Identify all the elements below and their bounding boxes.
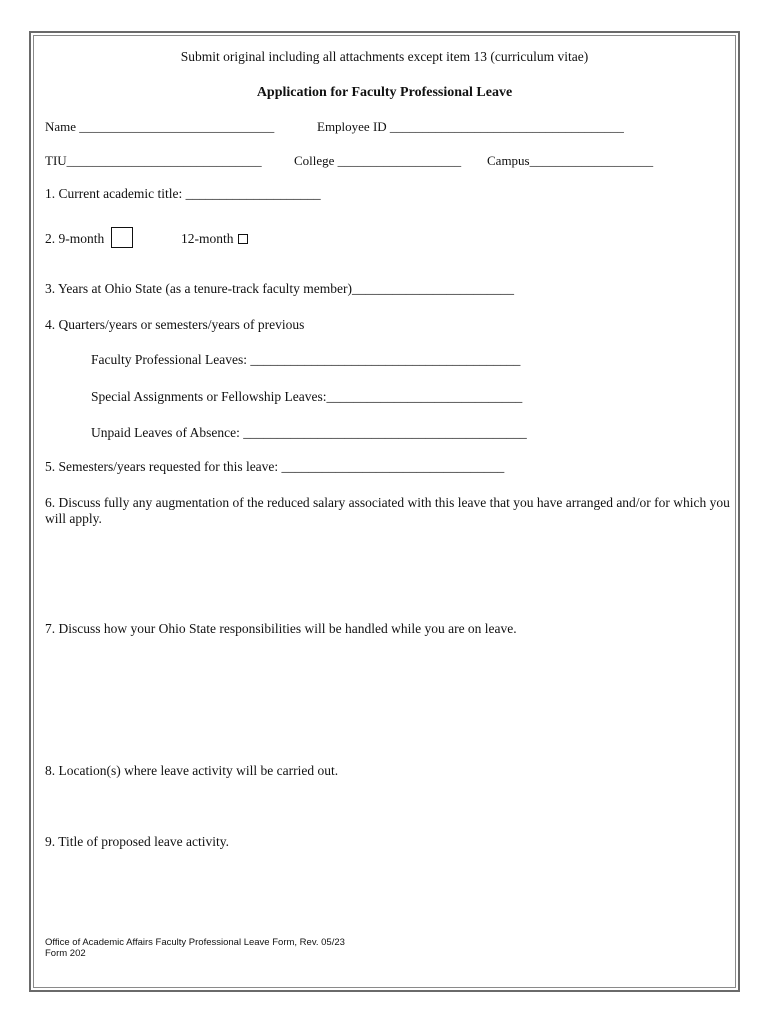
leave-activity-title-question: 9. Title of proposed leave activity. xyxy=(45,834,229,849)
faculty-leaves-field[interactable]: Faculty Professional Leaves: ________________________________________ xyxy=(91,352,521,367)
college-field[interactable]: College ___________________ xyxy=(294,153,462,168)
twelve-month-option[interactable] xyxy=(181,231,248,247)
twelve-month-checkbox[interactable] xyxy=(238,234,248,244)
twelve-month-label: 12-month xyxy=(181,231,234,246)
nine-month-checkbox[interactable] xyxy=(111,227,133,248)
campus-field[interactable]: Campus___________________ xyxy=(487,153,654,168)
semesters-requested-field[interactable]: 5. Semesters/years requested for this leave: _________________________________ xyxy=(45,459,505,474)
employee-id-field[interactable]: Employee ID ____________________________________ xyxy=(317,119,624,134)
tiu-field[interactable]: TIU______________________________ xyxy=(45,153,262,168)
previous-leaves-heading: 4. Quarters/years or semesters/years of previous xyxy=(45,317,305,332)
salary-augmentation-question: 6. Discuss fully any augmentation of the reduced salary associated with this leave that you have arranged and/or for which you will apply. xyxy=(45,495,730,526)
responsibilities-question: 7. Discuss how your Ohio State responsibilities will be handled while you are on leave. xyxy=(45,621,517,636)
academic-title-field[interactable]: 1. Current academic title: ____________________ xyxy=(45,186,321,201)
unpaid-leaves-field[interactable]: Unpaid Leaves of Absence: __________________________________________ xyxy=(91,425,527,440)
form-title: Application for Faculty Professional Leave xyxy=(256,85,513,100)
name-field[interactable]: Name ______________________________ xyxy=(45,119,275,134)
footer-form-revision: Office of Academic Affairs Faculty Professional Leave Form, Rev. 05/23 xyxy=(45,937,345,948)
leave-location-question: 8. Location(s) where leave activity will be carried out. xyxy=(45,763,339,778)
footer-form-number: Form 202 xyxy=(45,948,86,959)
years-at-ohio-state-field[interactable]: 3. Years at Ohio State (as a tenure-track faculty member)________________________ xyxy=(45,281,515,296)
nine-month-label: 2. 9-month xyxy=(45,231,105,246)
special-assignments-field[interactable]: Special Assignments or Fellowship Leaves:_____________________________ xyxy=(91,389,523,404)
submission-instruction: Submit original including all attachments except item 13 (curriculum vitae) xyxy=(180,49,589,64)
